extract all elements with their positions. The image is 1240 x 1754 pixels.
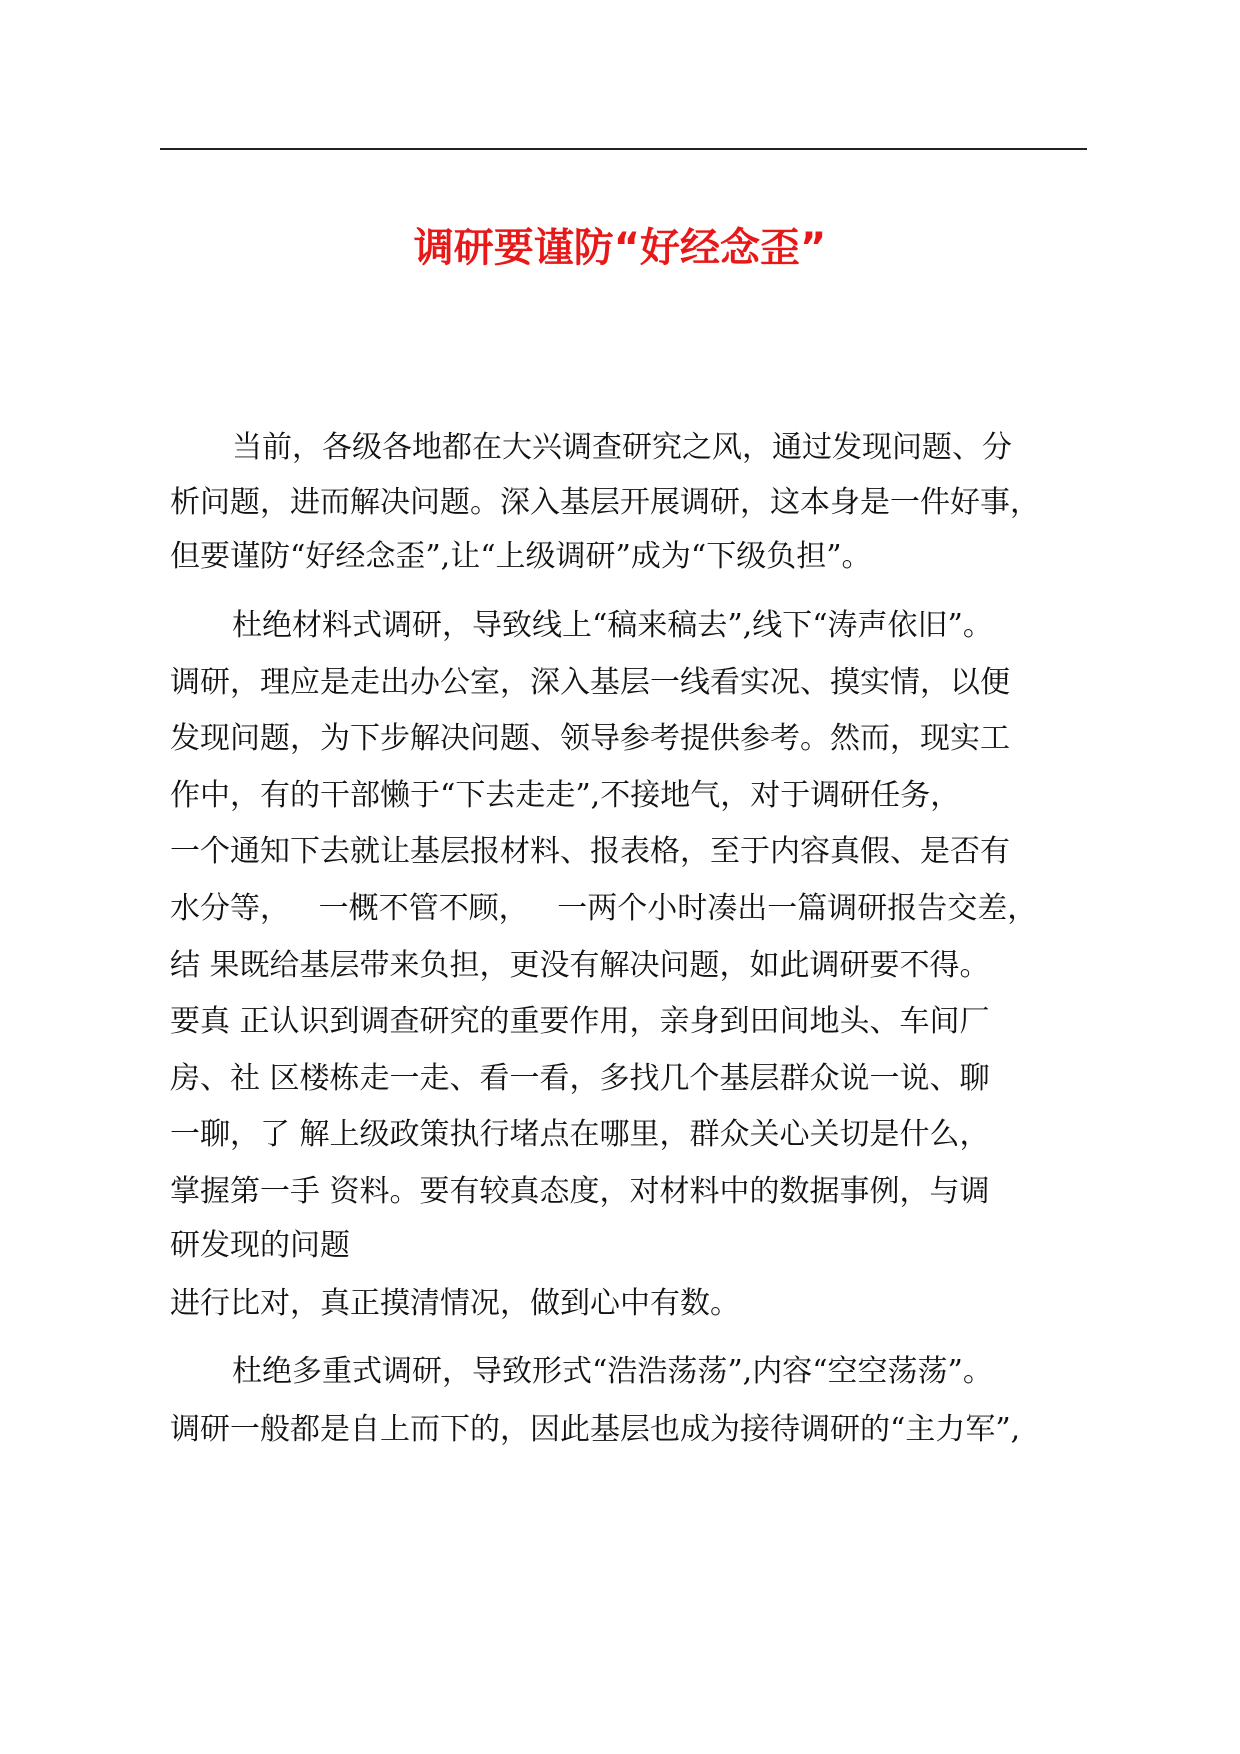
body-line: 水分等， 一概不管不顾， 一两个小时凑出一篇调研报告交差， (170, 891, 1038, 926)
body-line: 杜绝多重式调研，导致形式“浩浩荡荡”,内容“空空荡荡”。 (232, 1354, 993, 1389)
body-line: 调研一般都是自上而下的，因此基层也成为接待调研的“主力军”, (170, 1412, 1021, 1447)
body-line: 房、社 区楼栋走一走、看一看，多找几个基层群众说一说、聊 (170, 1061, 990, 1096)
body-line: 一聊，了 解上级政策执行堵点在哪里，群众关心关切是什么， (170, 1117, 990, 1152)
body-line: 但要谨防“好经念歪”,让“上级调研”成为“下级负担”。 (170, 539, 872, 574)
document-title: 调研要谨防“好经念歪” (413, 225, 827, 271)
body-line: 进行比对，真正摸清情况，做到心中有数。 (170, 1286, 740, 1321)
body-line: 发现问题，为下步解决问题、领导参考提供参考。然而，现实工 (170, 721, 1010, 756)
body-line: 调研，理应是走出办公室，深入基层一线看实况、摸实情，以便 (170, 665, 1010, 700)
body-line: 析问题，进而解决问题。深入基层开展调研，这本身是一件好事， (170, 485, 1040, 520)
body-line: 一个通知下去就让基层报材料、报表格，至于内容真假、是否有 (170, 834, 1010, 869)
body-line: 掌握第一手 资料。要有较真态度，对材料中的数据事例，与调 (170, 1174, 990, 1209)
body-line: 作中，有的干部懒于“下去走走”,不接地气，对于调研任务， (170, 778, 961, 813)
header-rule (160, 148, 1087, 150)
body-line: 当前，各级各地都在大兴调查研究之风，通过发现问题、分 (232, 430, 1012, 465)
body-line: 杜绝材料式调研，导致线上“稿来稿去”,线下“涛声依旧”。 (232, 608, 993, 643)
body-line: 结 果既给基层带来负担，更没有解决问题，如此调研要不得。 (170, 948, 990, 983)
body-line: 要真 正认识到调查研究的重要作用，亲身到田间地头、车间厂 (170, 1004, 990, 1039)
body-line: 研发现的问题 (170, 1228, 350, 1263)
